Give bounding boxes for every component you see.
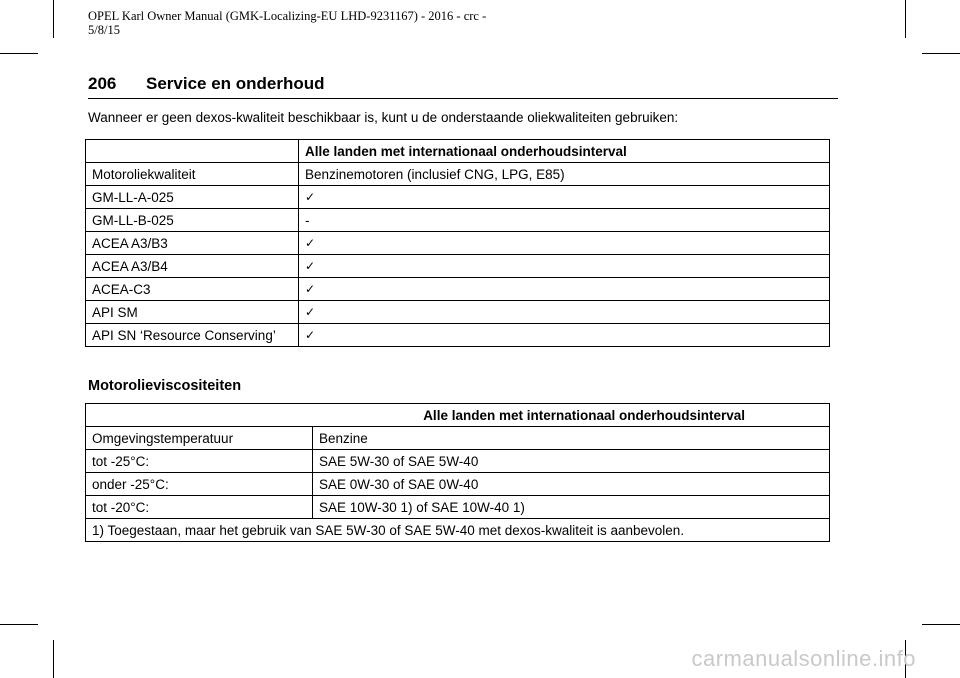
table-header: Alle landen met internationaal onderhoudsinterval [86,404,830,427]
table-cell: GM-LL-A-025 [86,186,299,209]
table-row [86,324,830,347]
table-footnote-row [86,519,830,542]
crop-mark [922,53,960,54]
meta-line-2: 5/8/15 [88,23,120,37]
table-row [86,496,830,519]
page-number: 206 [88,74,117,93]
page-header [88,72,838,99]
table-cell: - [299,209,830,232]
check-mark-icon: ✓ [299,278,830,301]
table-cell: tot -25°C: [86,450,313,473]
check-mark-icon: ✓ [299,324,830,347]
table-header-row [86,140,830,163]
table-header: Alle landen met internationaal onderhoudsinterval [299,140,830,163]
crop-mark [53,640,54,678]
table-cell: GM-LL-B-025 [86,209,299,232]
crop-mark [922,624,960,625]
check-mark-icon: ✓ [299,232,830,255]
table-row [86,209,830,232]
oil-quality-table [85,139,830,347]
table-cell: SAE 5W-30 of SAE 5W-40 [313,450,830,473]
table-cell: Benzine [313,427,830,450]
table-row [86,450,830,473]
table-cell: ACEA A3/B4 [86,255,299,278]
intro-text: Wanneer er geen dexos-kwaliteit beschikbaar is, kunt u de onderstaande oliekwaliteiten gebruiken: [88,110,679,125]
table-cell: Benzinemotoren (inclusief CNG, LPG, E85) [299,163,830,186]
empty-header-cell [86,140,299,163]
watermark: carmanualsonline.info [691,646,916,671]
table-cell: API SN ‘Resource Conserving’ [86,324,299,347]
table-cell: onder -25°C: [86,473,313,496]
document-meta [88,9,548,37]
table-row [86,427,830,450]
crop-mark [905,0,906,38]
table-row [86,278,830,301]
table-cell: Motoroliekwaliteit [86,163,299,186]
subheading: Motorolieviscositeiten [88,378,242,394]
table-row [86,255,830,278]
table-row [86,473,830,496]
table-cell: tot -20°C: [86,496,313,519]
table-footnote: 1) Toegestaan, maar het gebruik van SAE 5W-30 of SAE 5W-40 met dexos-kwaliteit is aanbevolen. [86,519,830,542]
oil-viscosity-table [85,403,830,542]
table-row [86,186,830,209]
check-mark-icon: ✓ [299,255,830,278]
table-row [86,232,830,255]
check-mark-icon: ✓ [299,301,830,324]
check-mark-icon: ✓ [299,186,830,209]
table-cell: ACEA-C3 [86,278,299,301]
table-cell: Omgevingstemperatuur [86,427,313,450]
table-cell: API SM [86,301,299,324]
meta-line-1: OPEL Karl Owner Manual (GMK-Localizing-EU LHD-9231167) - 2016 - crc - [88,9,487,23]
table-row [86,301,830,324]
table-cell: ACEA A3/B3 [86,232,299,255]
table-cell: SAE 0W-30 of SAE 0W-40 [313,473,830,496]
crop-mark [0,624,38,625]
crop-mark [53,0,54,38]
table-cell: SAE 10W-30 1) of SAE 10W-40 1) [313,496,830,519]
table-row [86,163,830,186]
table-header-row [86,404,830,427]
section-title: Service en onderhoud [146,74,325,93]
crop-mark [0,53,38,54]
